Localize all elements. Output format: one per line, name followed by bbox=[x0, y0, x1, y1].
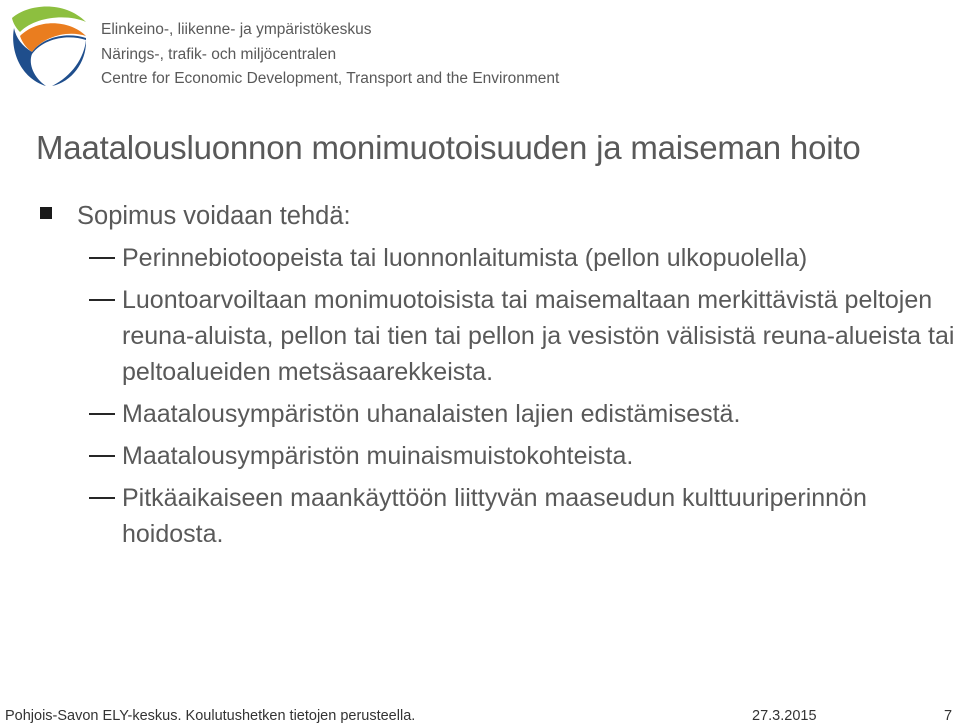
footer-text: Pohjois-Savon ELY-keskus. Koulutushetken tietojen perusteella. bbox=[5, 708, 416, 724]
dash-bullet-icon bbox=[89, 299, 115, 301]
page-number: 7 bbox=[944, 708, 953, 724]
slide-title: Maatalousluonnon monimuotoisuuden ja maiseman hoito bbox=[36, 129, 861, 166]
dash-bullet-icon bbox=[89, 257, 115, 259]
footer-date: 27.3.2015 bbox=[752, 708, 817, 724]
list-item-text: Maatalousympäristön muinaismuistokohteista. bbox=[122, 442, 634, 470]
square-bullet-icon bbox=[40, 207, 52, 219]
org-name-swedish: Närings-, trafik- och miljöcentralen bbox=[101, 45, 337, 63]
slide-footer bbox=[0, 706, 960, 727]
list-item bbox=[0, 480, 958, 552]
org-name-english: Centre for Economic Development, Transport and the Environment bbox=[101, 70, 560, 87]
list-item bbox=[0, 396, 958, 432]
list-item bbox=[0, 282, 958, 390]
lead-text: Sopimus voidaan tehdä: bbox=[77, 202, 351, 230]
organization-names bbox=[101, 18, 559, 92]
list-item bbox=[0, 240, 958, 276]
list-item-text: Perinnebiotoopeista tai luonnonlaitumista (pellon ulkopuolella) bbox=[122, 244, 808, 272]
sub-bullet-list bbox=[0, 240, 960, 558]
dash-bullet-icon bbox=[89, 497, 115, 499]
list-item-text: Luontoarvoiltaan monimuotoisista tai maisemaltaan merkittävistä peltojen reuna-aluista, pellon tai tien tai pellon ja vesistön välisistä reuna-alueista tai peltoalueiden metsäsaarekkeista. bbox=[122, 286, 955, 386]
org-name-finnish: Elinkeino-, liikenne- ja ympäristökeskus bbox=[101, 21, 372, 38]
list-item-text: Maatalousympäristön uhanalaisten lajien edistämisestä. bbox=[122, 400, 741, 428]
list-item-text: Pitkäaikaiseen maankäyttöön liittyvän maaseudun kulttuuriperinnön hoidosta. bbox=[122, 484, 867, 548]
dash-bullet-icon bbox=[89, 455, 115, 457]
slide-header bbox=[0, 0, 960, 92]
ely-centre-logo-icon bbox=[6, 2, 88, 88]
list-item bbox=[0, 438, 958, 474]
dash-bullet-icon bbox=[89, 413, 115, 415]
